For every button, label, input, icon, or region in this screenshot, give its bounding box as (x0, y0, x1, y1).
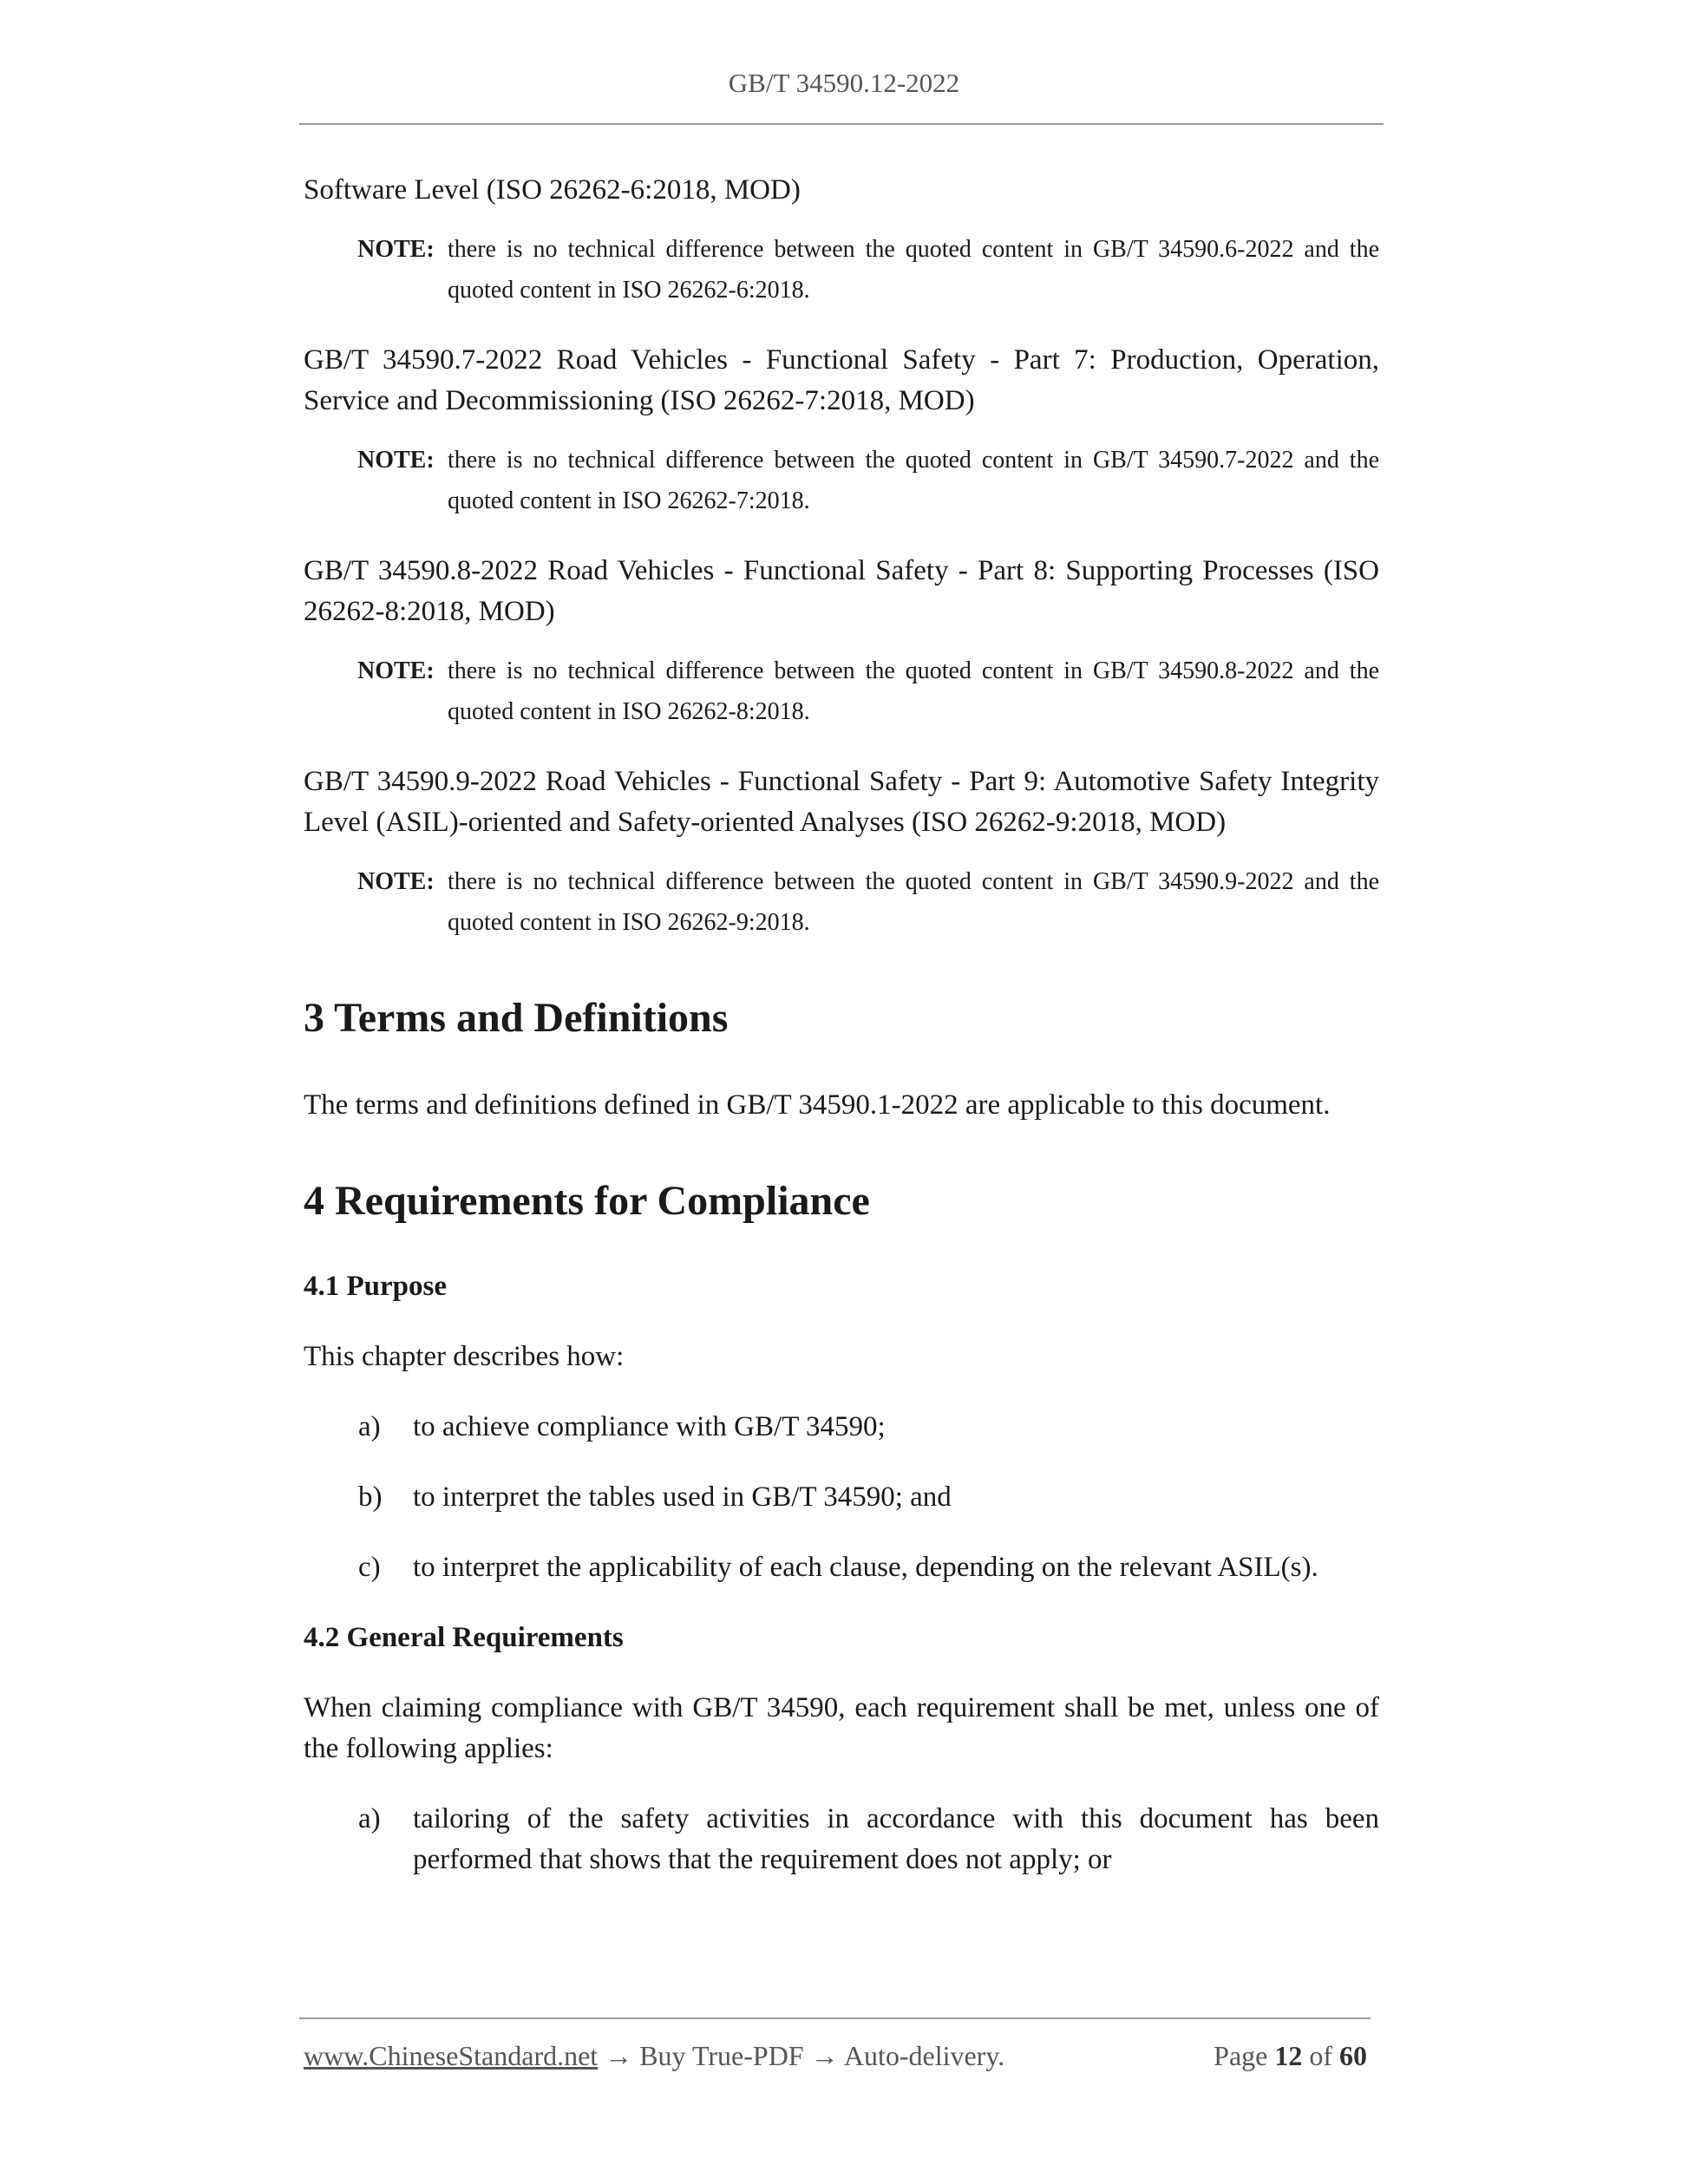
list-item-text: to achieve compliance with GB/T 34590; (413, 1411, 886, 1442)
site-link[interactable]: www.ChineseStandard.net (304, 2040, 599, 2071)
normative-reference: Software Level (ISO 26262-6:2018, MOD) (304, 174, 801, 206)
list-item (304, 1547, 1379, 1588)
reference-note (357, 861, 1379, 943)
reference-note (357, 651, 1379, 732)
list-item (304, 1799, 1379, 1880)
note-text: there is no technical difference between the quoted content in GB/T 34590.9-2022 and the quoted content in ISO 26262-9:2018. (448, 868, 1379, 936)
page-header: GB/T 34590.12-2022 (728, 68, 960, 98)
normative-reference: GB/T 34590.9-2022 Road Vehicles - Functional Safety - Part 9: Automotive Safety Integrity Level (ASIL)-oriented and Safety-oriented Analyses (ISO 26262-9:2018, MOD) (304, 766, 1379, 838)
section-4-1-heading: 4.1 Purpose (304, 1271, 447, 1302)
note-text: there is no technical difference between the quoted content in GB/T 34590.7-2022 and the quoted content in ISO 26262-7:2018. (448, 447, 1379, 514)
footer-promo-text: → Buy True-PDF → Auto-delivery. (598, 2040, 1005, 2071)
section-4-2-heading: 4.2 General Requirements (304, 1622, 624, 1653)
note-text: there is no technical difference between the quoted content in GB/T 34590.8-2022 and the quoted content in ISO 26262-8:2018. (448, 657, 1379, 725)
reference-note (357, 229, 1379, 311)
total-pages: 60 (1339, 2040, 1367, 2071)
note-label: NOTE: (357, 657, 435, 684)
reference-note (357, 440, 1379, 521)
page-content (304, 170, 1379, 1880)
list-item-text: to interpret the applicability of each clause, depending on the relevant ASIL(s). (413, 1552, 1318, 1583)
section-4-2-intro: When claiming compliance with GB/T 34590, each requirement shall be met, unless one of the following applies: (304, 1692, 1379, 1764)
list-marker: b) (358, 1481, 383, 1513)
footer-promo (304, 2040, 1004, 2072)
section-3-heading: 3 Terms and Definitions (304, 995, 729, 1041)
list-marker: c) (358, 1552, 381, 1583)
section-3-text: The terms and definitions defined in GB/T 34590.1-2022 are applicable to this document. (304, 1089, 1331, 1121)
current-page: 12 (1274, 2040, 1303, 2071)
page-word: Page (1214, 2040, 1268, 2071)
note-text: there is no technical difference between the quoted content in GB/T 34590.6-2022 and the quoted content in ISO 26262-6:2018. (448, 236, 1379, 304)
note-label: NOTE: (357, 868, 435, 895)
page-number (1214, 2040, 1367, 2072)
list-item-text: tailoring of the safety activities in accordance with this document has been performed that shows that the requirement does not apply; or (413, 1803, 1379, 1875)
footer-divider (299, 2017, 1371, 2019)
normative-reference: GB/T 34590.7-2022 Road Vehicles - Functional Safety - Part 7: Production, Operation, Service and Decommissioning (ISO 26262-7:2018, MOD) (304, 344, 1379, 416)
list-item-text: to interpret the tables used in GB/T 34590; and (413, 1481, 952, 1513)
note-label: NOTE: (357, 447, 435, 474)
normative-reference: GB/T 34590.8-2022 Road Vehicles - Functional Safety - Part 8: Supporting Processes (ISO 26262-8:2018, MOD) (304, 555, 1379, 627)
list-item (304, 1477, 1379, 1518)
list-item (304, 1407, 1379, 1448)
list-marker: a) (358, 1803, 381, 1834)
section-4-heading: 4 Requirements for Compliance (304, 1178, 870, 1224)
of-word: of (1309, 2040, 1332, 2071)
note-label: NOTE: (357, 236, 435, 263)
section-4-1-intro: This chapter describes how: (304, 1341, 625, 1372)
header-divider (299, 123, 1384, 125)
list-marker: a) (358, 1411, 381, 1442)
